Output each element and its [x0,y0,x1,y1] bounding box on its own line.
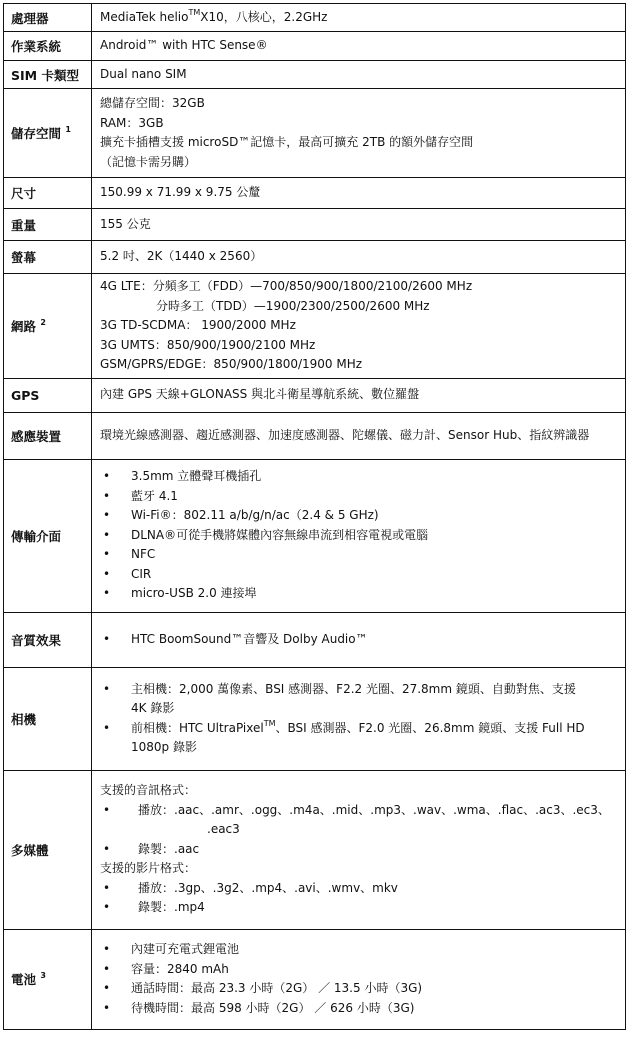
spec-value [92,612,626,667]
label-text: 儲存空間 [11,126,62,141]
connectivity-list [100,467,619,604]
network-line: 3G TD-SCDMA： 1900/2000 MHz [100,318,296,332]
spec-row-cpu [4,4,626,32]
list-item: • Wi-Fi®：802.11 a/b/g/n/ac（2.4 & 5 GHz) [100,506,619,526]
audio-formats-heading: 支援的音訊格式： [100,783,197,798]
spec-label [4,89,92,178]
spec-row-battery [4,929,626,1029]
storage-line: RAM：3GB [100,115,164,130]
spec-value [92,459,626,612]
cpu-value-part: X10，八核心，2.2GHz [200,9,328,24]
spec-row-screen [4,241,626,274]
spec-row-os [4,32,626,61]
video-formats-heading: 支援的影片格式： [100,861,197,876]
spec-row-camera [4,667,626,770]
camera-front-part: 前相機：HTC UltraPixel [131,720,264,735]
spec-row-multimedia [4,770,626,929]
video-play-line: 播放：.3gp、.3g2、.mp4、.avi、.wmv、mkv [138,880,398,895]
spec-row-weight [4,209,626,241]
camera-front-line: 1080p 錄影 [131,740,197,754]
video-formats-list [100,879,619,918]
network-line: 分時多工（TDD）—1900/2300/2500/2600 MHz [156,298,430,313]
audio-formats-list [100,801,619,860]
list-item: • 藍牙 4.1 [100,487,619,507]
label-text: 電池 [11,972,37,987]
spec-row-size [4,178,626,209]
spec-label: 重量 [4,209,92,241]
spec-value [92,667,626,770]
storage-line: 總儲存空間：32GB [100,96,205,110]
spec-label: 螢幕 [4,241,92,274]
spec-row-audio [4,612,626,667]
trademark-mark: TM [188,7,201,17]
cpu-value-part: MediaTek helio [100,9,189,24]
camera-main-line: • 主相機：2,000 萬像素、BSI 感測器、F2.2 光圈、27.8mm 鏡頭、自動對焦、支援 [131,681,576,696]
spec-value [92,770,626,929]
audio-play-line: .eac3 [207,822,240,837]
spec-label: 尺寸 [4,178,92,209]
network-line: 3G UMTS：850/900/1900/2100 MHz [100,337,316,352]
list-item: • NFC [100,545,619,565]
list-item: • 內建可充電式鋰電池 [100,940,619,960]
list-item [100,680,619,719]
spec-label: 音質效果 [4,612,92,667]
list-item [100,879,619,899]
spec-value [92,4,626,32]
spec-row-storage [4,89,626,178]
list-item [100,898,619,918]
spec-label: 相機 [4,667,92,770]
spec-row-sim [4,61,626,89]
audio-play-line: 播放：.aac、.amr、.ogg、.m4a、.mid、.mp3、.wav、.wma、.flac、.ac3、.ec3、 [138,802,610,817]
spec-value: 5.2 吋、2K（1440 x 2560） [92,241,626,274]
spec-value: 環境光線感測器、趨近感測器、加速度感測器、陀螺儀、磁力計、Sensor Hub、指紋辨識器 [92,412,626,459]
spec-table [3,3,626,1030]
list-item: • micro-USB 2.0 連接埠 [100,584,619,604]
spec-label: 傳輸介面 [4,459,92,612]
spec-value [92,274,626,379]
battery-list [100,940,619,1018]
list-item [100,719,619,758]
spec-label: 多媒體 [4,770,92,929]
footnote-mark: 1 [65,124,71,134]
list-item [100,840,619,860]
spec-value: Android™ with HTC Sense® [92,32,626,61]
spec-row-gps [4,378,626,412]
network-line: 4G LTE：分頻多工（FDD）—700/850/900/1800/2100/2600 MHz [100,279,473,293]
camera-list [100,680,619,758]
spec-label [4,929,92,1029]
spec-value [92,89,626,178]
list-item [100,801,619,840]
spec-value: 150.99 x 71.99 x 9.75 公釐 [92,178,626,209]
footnote-mark: 2 [40,317,46,327]
audio-record-line: 錄製：.aac [138,841,200,856]
network-line: GSM/GPRS/EDGE：850/900/1800/1900 MHz [100,357,363,371]
video-record-line: 錄製：.mp4 [138,900,205,915]
trademark-mark: TM [263,718,276,728]
spec-label: 作業系統 [4,32,92,61]
list-item: • 容量：2840 mAh [100,960,619,980]
spec-label: 感應裝置 [4,412,92,459]
audio-list [100,630,619,650]
spec-value: Dual nano SIM [92,61,626,89]
spec-value: 155 公克 [92,209,626,241]
camera-front-part: 、BSI 感測器、F2.0 光圈、26.8mm 鏡頭、支援 Full HD [275,720,585,735]
storage-line: 擴充卡插槽支援 microSD™記憶卡，最高可擴充 2TB 的額外儲存空間 [100,135,474,149]
spec-label: SIM 卡類型 [4,61,92,89]
list-item: • 3.5mm 立體聲耳機插孔 [100,467,619,487]
spec-row-sensors [4,412,626,459]
spec-value: 內建 GPS 天線+GLONASS 與北斗衛星導航系統、數位羅盤 [92,378,626,412]
camera-main-line: 4K 錄影 [131,701,175,715]
label-text: 網路 [11,318,37,334]
spec-value [92,929,626,1029]
spec-label: GPS [4,378,92,412]
storage-line: （記憶卡需另購） [100,154,197,169]
footnote-mark: 3 [40,970,46,980]
list-item: • CIR [100,565,619,585]
spec-row-network [4,274,626,379]
list-item: • 待機時間：最高 598 小時（2G） ／ 626 小時（3G) [100,999,619,1019]
spec-row-connectivity [4,459,626,612]
list-item: • DLNA®可從手機將媒體內容無線串流到相容電視或電腦 [100,526,619,546]
list-item: • 通話時間：最高 23.3 小時（2G） ／ 13.5 小時（3G) [100,979,619,999]
list-item: • HTC BoomSound™音響及 Dolby Audio™ [100,630,619,650]
spec-label: 處理器 [4,4,92,32]
spec-label [4,274,92,379]
